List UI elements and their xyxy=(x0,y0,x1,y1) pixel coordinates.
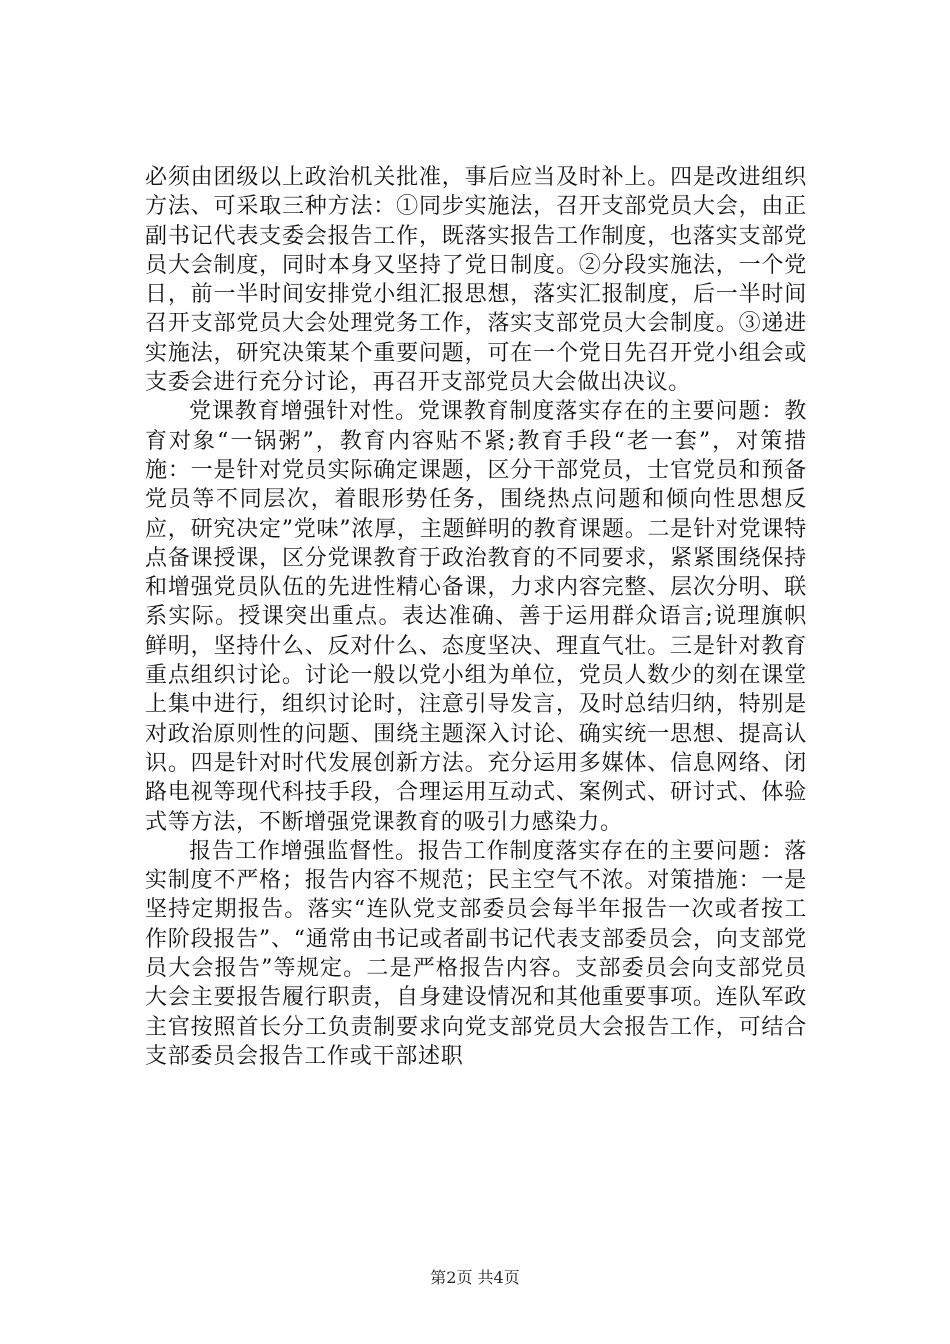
paragraph-continuation: 必须由团级以上政治机关批准，事后应当及时补上。四是改进组织方法、可采取三种方法：①同步实施法，召开支部党员大会，由正副书记代表支委会报告工作，既落实报告工作制度，也落实支部党员大会制度，同时本身又坚持了党日制度。②分段实施法，一个党日，前一半时间安排党小组汇报思想，落实汇报制度，后一半时间召开支部党员大会处理党务工作，落实支部党员大会制度。③递进实施法，研究决策某个重要问题，可在一个党日先召开党小组会或支委会进行充分讨论，再召开支部党员大会做出决议。 xyxy=(145,165,807,396)
document-body xyxy=(145,163,807,1071)
page-number-footer: 第2页 共4页 xyxy=(430,1268,520,1287)
paragraph-party-lecture: 党课教育增强针对性。党课教育制度落实存在的主要问题：教育对象“一锅粥”，教育内容贴不紧;教育手段“老一套”，对策措施：一是针对党员实际确定课题，区分干部党员，士官党员和预备党员等不同层次，着眼形势任务，围绕热点问题和倾向性思想反应，研究决定”党味”浓厚，主题鲜明的教育课题。二是针对党课特点备课授课，区分党课教育于政治教育的不同要求，紧紧围绕保持和增强党员队伍的先进性精心备课，力求内容完整、层次分明、联系实际。授课突出重点。表达准确、善于运用群众语言;说理旗帜鲜明，坚持什么、反对什么、态度坚决、理直气壮。三是针对教育重点组织讨论。讨论一般以党小组为单位，党员人数少的刻在课堂上集中进行，组织讨论时，注意引导发言，及时总结归纳，特别是对政治原则性的问题、围绕主题深入讨论、确实统一思想、提高认识。四是针对时代发展创新方法。充分运用多媒体、信息网络、闭路电视等现代科技手段，合理运用互动式、案例式、研讨式、体验式等方法，不断增强党课教育的吸引力感染力。 xyxy=(145,399,807,835)
paragraph-work-report: 报告工作增强监督性。报告工作制度落实存在的主要问题：落实制度不严格；报告内容不规范；民主空气不浓。对策措施：一是坚持定期报告。落实“连队党支部委员会每半年报告一次或者按工作阶段报告”、“通常由书记或者副书记代表支部委员会，向支部党员大会报告”等规定。二是严格报告内容。支部委员会向支部党员大会主要报告履行职责，自身建设情况和其他重要事项。连队军政主官按照首长分工负责制要求向党支部党员大会报告工作，可结合支部委员会报告工作或干部述职 xyxy=(145,838,807,1069)
